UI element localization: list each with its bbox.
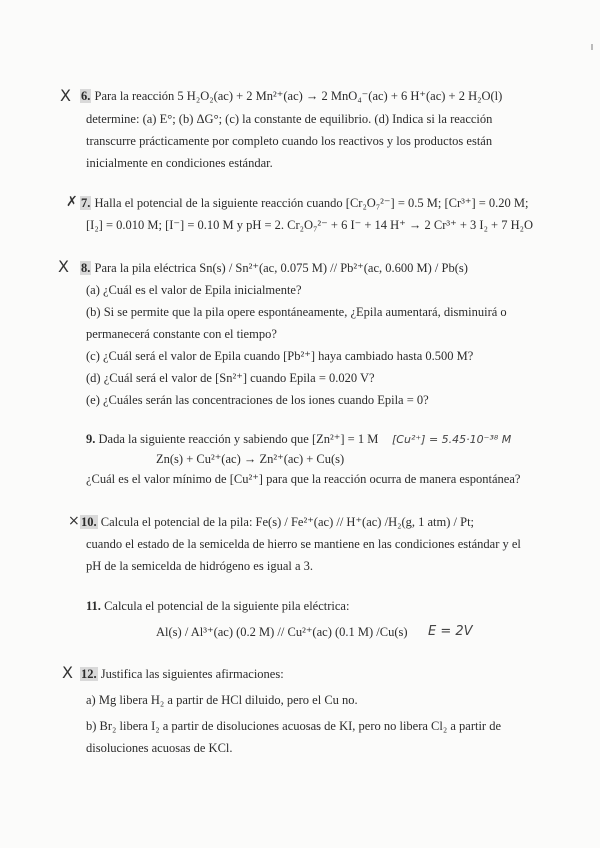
problem-9-text-2: ¿Cuál es el valor mínimo de [Cu²⁺] para que la reacción ocurra de manera espontánea?: [86, 472, 521, 486]
problem-12-number: 12.: [81, 667, 97, 681]
problem-7-text-2: [I₂] = 0.010 M; [I⁻] = 0.10 M y pH = 2. Cr₂O₇²⁻ + 6 I⁻ + 14 H⁺ → 2 Cr³⁺ + 3 I₂ + 7 H₂O: [86, 218, 534, 232]
cross-mark-6: X: [60, 86, 71, 105]
problem-8-part-e: (e) ¿Cuáles serán las concentraciones de los iones cuando Epila = 0?: [86, 393, 429, 407]
problem-9-text-1: Dada la siguiente reacción y sabiendo que [Zn²⁺] = 1 M: [98, 432, 379, 446]
problem-6-text-2: determine: (a) E°; (b) ΔG°; (c) la constante de equilibrio. (d) Indica si la reacción: [86, 112, 493, 126]
problem-10-text-1: Calcula el potencial de la pila: Fe(s) / Fe²⁺(ac) // H⁺(ac) /H₂(g, 1 atm) / Pt;: [100, 515, 475, 529]
problem-12-part-a: a) Mg libera H₂ a partir de HCl diluido, pero el Cu no.: [86, 693, 358, 707]
problem-12-text-1: Justifica las siguientes afirmaciones:: [100, 667, 284, 681]
problem-10-text-2: cuando el estado de la semicelda de hierro se mantiene en las condiciones estándar y el: [86, 537, 521, 551]
problem-12-part-b-1: b) Br₂ libera I₂ a partir de disoluciones acuosas de KI, pero no libera Cl₂ a partir de: [86, 719, 502, 733]
problem-7-text-1: Halla el potencial de la siguiente reacción cuando [Cr₂O₇²⁻] = 0.5 M; [Cr³⁺] = 0.20 M;: [94, 196, 529, 210]
problem-8-part-c: (c) ¿Cuál será el valor de Epila cuando [Pb²⁺] haya cambiado hasta 0.500 M?: [86, 349, 474, 363]
problem-6-text-1: Para la reacción 5 H₂O₂(ac) + 2 Mn²⁺(ac) → 2 MnO₄⁻(ac) + 6 H⁺(ac) + 2 H₂O(l): [94, 89, 503, 103]
problem-9-equation: Zn(s) + Cu²⁺(ac) → Zn²⁺(ac) + Cu(s): [156, 452, 345, 466]
problem-6-number: 6.: [81, 89, 91, 103]
problem-8-part-a: (a) ¿Cuál es el valor de Epila inicialmente?: [86, 283, 302, 297]
problem-9-number: 9.: [86, 432, 96, 446]
problem-8-number: 8.: [81, 261, 91, 275]
problem-9-line-1: [86, 431, 378, 447]
problem-8-text-1: Para la pila eléctrica Sn(s) / Sn²⁺(ac, 0.075 M) // Pb²⁺(ac, 0.600 M) / Pb(s): [94, 261, 468, 275]
problem-7-line-1: [80, 195, 529, 211]
problem-8-part-b-2: permanecerá constante con el tiempo?: [86, 327, 277, 341]
problem-7-number: 7.: [81, 196, 91, 210]
problem-11-number: 11.: [86, 599, 101, 613]
problem-6-text-3: transcurre prácticamente por completo cuando los reactivos y los productos están: [86, 134, 493, 148]
cross-mark-7: ✗: [66, 194, 78, 210]
problem-10-number: 10.: [81, 515, 97, 529]
cross-mark-12: X: [62, 663, 73, 682]
cross-mark-8: X: [58, 257, 69, 276]
problem-10-text-3: pH de la semicelda de hidrógeno es igual a 3.: [86, 559, 314, 573]
handwritten-note-11: E = 2V: [428, 624, 473, 639]
problem-6-text-4: inicialmente en condiciones estándar.: [86, 156, 273, 170]
scan-speck: [591, 44, 593, 50]
handwritten-note-9: [Cu²⁺] = 5.45·10⁻³⁸ M: [392, 433, 512, 446]
problem-12-part-b-2: disoluciones acuosas de KCl.: [86, 741, 233, 755]
problem-11-text-1: Calcula el potencial de la siguiente pila eléctrica:: [104, 599, 350, 613]
problem-10-line-1: [80, 514, 474, 530]
problem-6-line-1: [80, 88, 502, 104]
problem-8-line-1: [80, 260, 468, 276]
problem-12-line-1: [80, 666, 284, 682]
problem-11-line-1: [86, 598, 349, 614]
problem-8-part-b-1: (b) Si se permite que la pila opere espontáneamente, ¿Epila aumentará, disminuirá o: [86, 305, 507, 319]
problem-11-equation: Al(s) / Al³⁺(ac) (0.2 M) // Cu²⁺(ac) (0.1 M) /Cu(s): [156, 625, 408, 639]
problem-8-part-d: (d) ¿Cuál será el valor de [Sn²⁺] cuando Epila = 0.020 V?: [86, 371, 375, 385]
cross-mark-10: ×: [68, 513, 80, 529]
